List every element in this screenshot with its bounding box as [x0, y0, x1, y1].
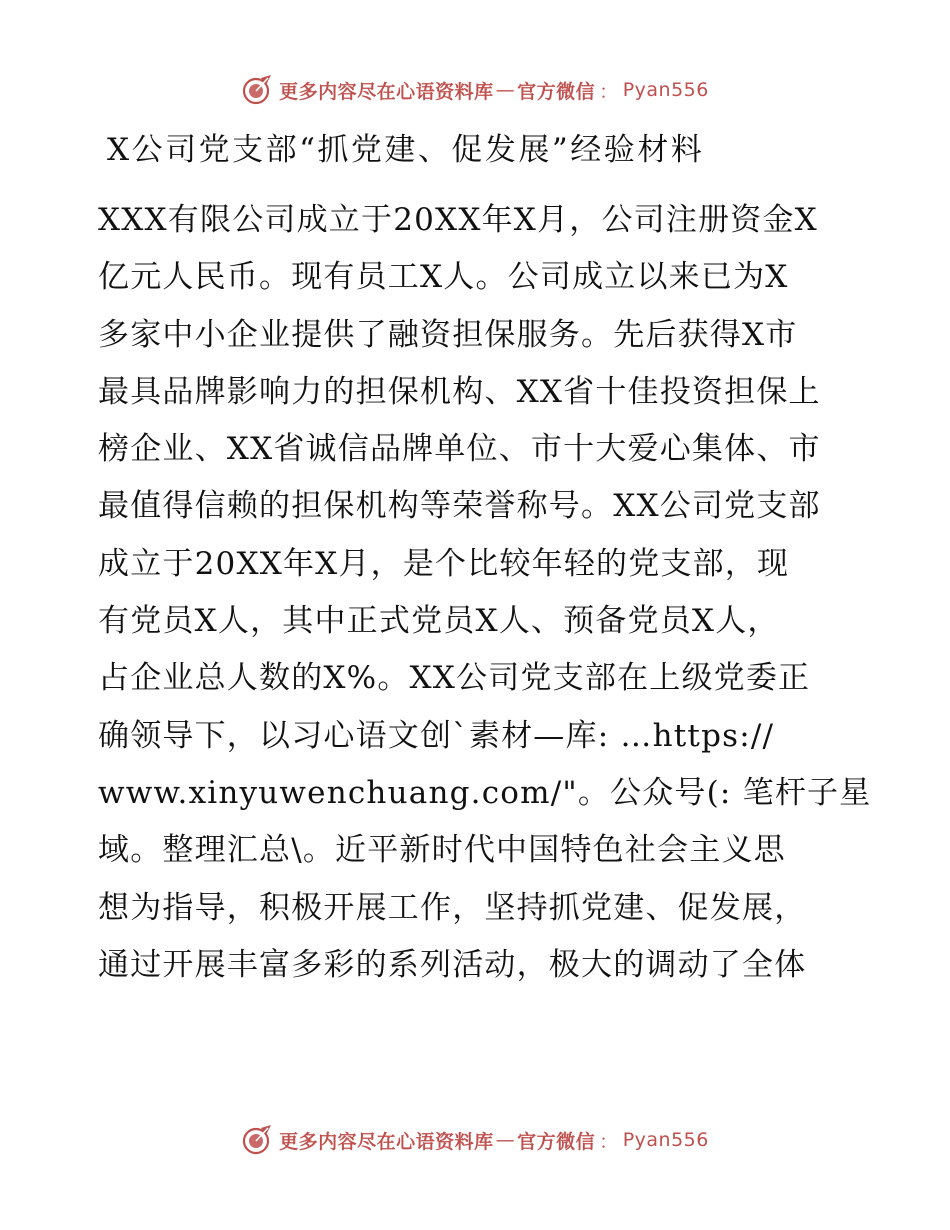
document-title: X公司党支部“抓党建、促发展”经验材料 — [107, 132, 705, 168]
banner-wechat-id: Pyan556 — [622, 79, 709, 101]
quill-logo-icon — [241, 1124, 273, 1156]
paragraph-line: www.xinyuwenchuang.com/"。公众号(: 笔杆子星 — [98, 774, 872, 811]
paragraph-line: 亿元人民币。现有员工X人。公司成立以来已为X — [98, 259, 789, 296]
paragraph-line: 通过开展丰富多彩的系列活动，极大的调动了全体 — [98, 946, 807, 983]
banner-colon: ： — [599, 80, 619, 103]
banner-site-text: 更多内容尽在心语资料库 — [279, 80, 494, 103]
paragraph-line: 最值得信赖的担保机构等荣誉称号。XX公司党支部 — [98, 488, 821, 525]
paragraph-line: 想为指导，积极开展工作，坚持抓党建、促发展， — [98, 889, 807, 926]
header-banner — [0, 70, 950, 110]
footer-banner — [0, 1120, 950, 1160]
paragraph-line: XXX有限公司成立于20XX年X月，公司注册资金X — [98, 202, 818, 238]
banner-official-text: 官方微信 — [517, 80, 596, 103]
banner-wechat-id: Pyan556 — [622, 1129, 709, 1151]
banner-site-text: 更多内容尽在心语资料库 — [279, 1130, 494, 1153]
paragraph-line: 确领导下，以习心语文创`素材—库: …https:// — [98, 717, 775, 754]
banner-separator: — — [495, 79, 516, 101]
paragraph-line: 最具品牌影响力的担保机构、XX省十佳投资担保上 — [98, 373, 821, 410]
paragraph-line: 多家中小企业提供了融资担保服务。先后获得X市 — [98, 316, 798, 353]
paragraph-line: 榜企业、XX省诚信品牌单位、市十大爱心集体、市 — [98, 431, 821, 468]
paragraph-line: 占企业总人数的X%。XX公司党支部在上级党委正 — [98, 660, 811, 697]
paragraph-line: 域。整理汇总\。近平新时代中国特色社会主义思 — [98, 832, 786, 869]
banner-colon: ： — [599, 1130, 619, 1153]
banner-official-text: 官方微信 — [517, 1130, 596, 1153]
paragraph-line: 成立于20XX年X月，是个比较年轻的党支部，现 — [98, 545, 790, 582]
paragraph-line: 有党员X人，其中正式党员X人、预备党员X人， — [98, 603, 780, 640]
document-paragraph — [98, 192, 872, 994]
banner-separator: — — [495, 1129, 516, 1151]
quill-logo-icon — [241, 74, 273, 106]
